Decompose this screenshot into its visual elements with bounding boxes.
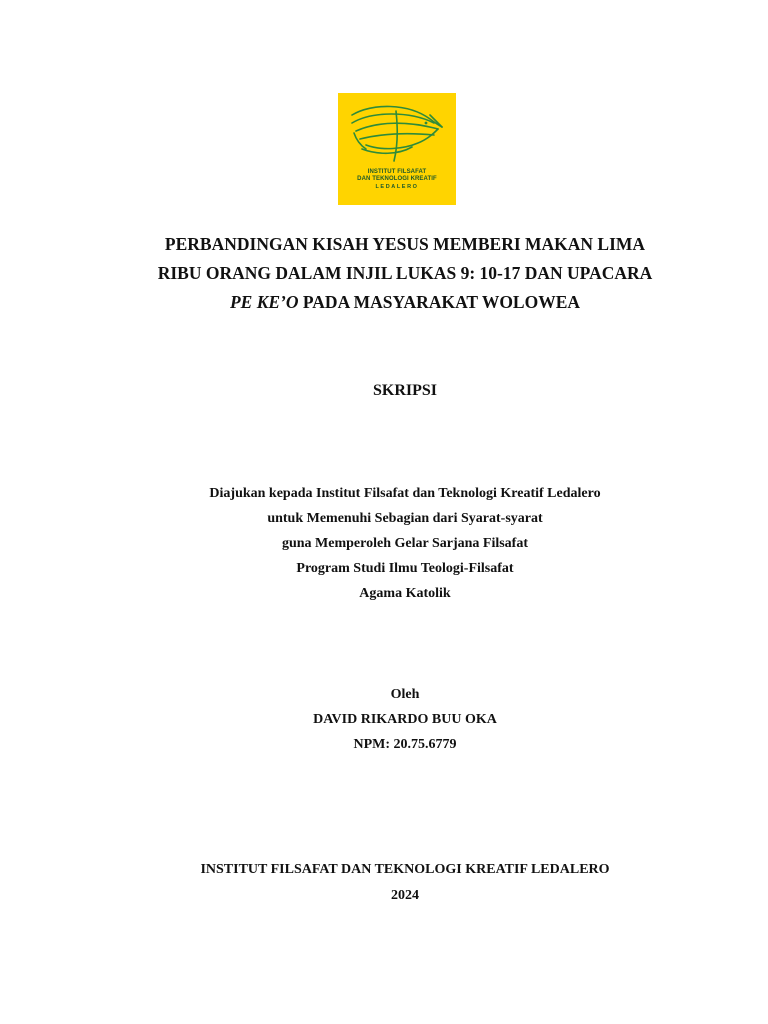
thesis-title-line-1: PERBANDINGAN KISAH YESUS MEMBERI MAKAN LIMA [164, 234, 646, 254]
document-type-heading: SKRIPSI [372, 382, 438, 399]
thesis-title-line-2: RIBU ORANG DALAM INJIL LUKAS 9: 10-17 DAN UPACARA [157, 263, 653, 283]
by-label: Oleh [390, 687, 420, 702]
submission-year: 2024 [391, 888, 419, 903]
student-id-number: NPM: 20.75.6779 [353, 737, 457, 752]
submission-line-5: Agama Katolik [359, 586, 451, 601]
thesis-title-italic-term: PE KE’O [229, 292, 299, 312]
institution-name: INSTITUT FILSAFAT DAN TEKNOLOGI KREATIF LEDALERO [200, 862, 610, 877]
submission-line-3: guna Memperoleh Gelar Sarjana Filsafat [281, 536, 529, 551]
submission-line-2: untuk Memenuhi Sebagian dari Syarat-syarat [267, 511, 543, 526]
submission-line-4: Program Studi Ilmu Teologi-Filsafat [296, 561, 514, 576]
logo-text-line-3: LEDALERO [375, 184, 419, 190]
author-name: DAVID RIKARDO BUU OKA [313, 712, 497, 727]
thesis-title-line-3-rest: PADA MASYARAKAT WOLOWEA [298, 292, 581, 312]
logo-text-line-2: DAN TEKNOLOGI KREATIF [357, 176, 437, 182]
thesis-title-line-3 [0, 292, 768, 313]
logo-text-line-1: INSTITUT FILSAFAT [367, 169, 427, 175]
submission-line-1: Diajukan kepada Institut Filsafat dan Teknologi Kreatif Ledalero [209, 486, 601, 501]
institution-logo [338, 93, 456, 205]
